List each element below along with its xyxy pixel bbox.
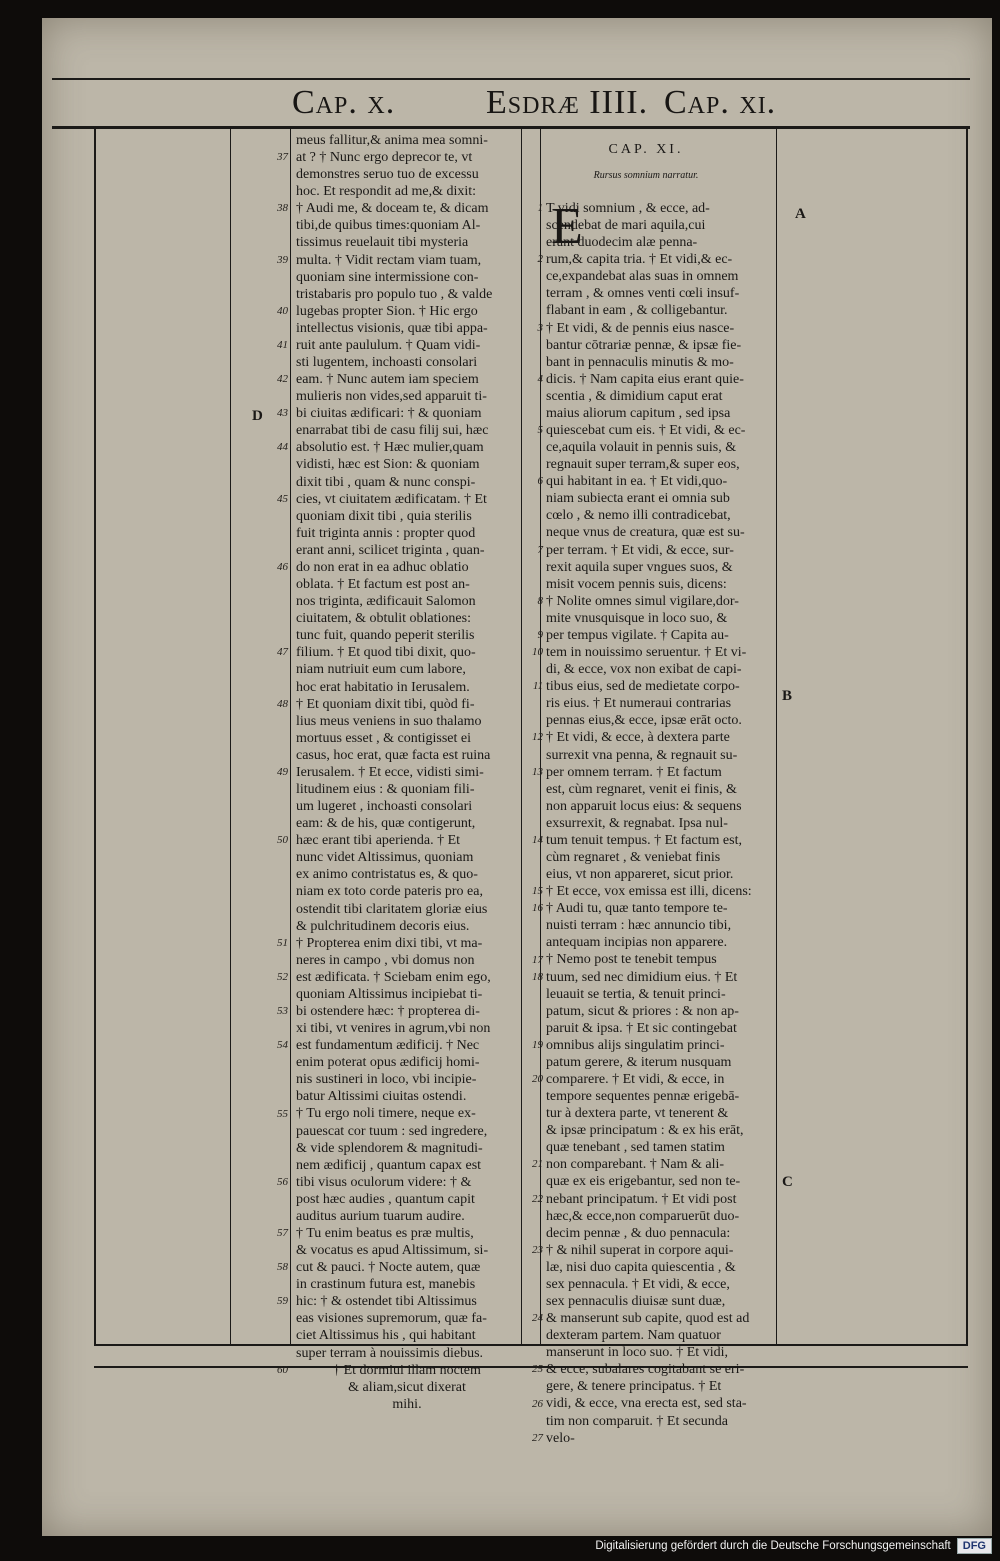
footer-text: Digitalisierung gefördert durch die Deutsche Forschungsgemeinschaft (595, 1540, 951, 1552)
text-line: est, cùm regnaret, venit ei finis, & (546, 781, 737, 797)
verse-number: 54 (277, 1039, 288, 1052)
text-line: Ierusalem. † Et ecce, vidisti simi- (296, 764, 484, 780)
text-line: mulieris non vides,sed apparuit ti- (296, 389, 487, 405)
text-line: erant duodecim alæ penna- (546, 235, 698, 251)
text-line: tum tenuit tempus. † Et factum est, (546, 832, 742, 848)
text-line: intellectus visionis, quæ tibi appa- (296, 320, 488, 336)
text-line: um lugeret , inchoasti consolari (296, 799, 473, 815)
text-line: sex pennaculis diuisæ sunt duæ, (546, 1294, 726, 1309)
text-line: est fundamentum ædificij. † Nec (296, 1038, 480, 1054)
verse-number: 59 (277, 1295, 288, 1308)
text-line: lius meus veniens in suo thalamo (296, 713, 482, 729)
text-line: lugebas propter Sion. † Hic ergo (296, 303, 478, 319)
text-line: neres in campo , vbi domus non (296, 952, 475, 968)
text-line: velo- (546, 1430, 575, 1446)
text-line: est ædificata. † Sciebam enim ego, (296, 969, 491, 985)
verse-number: 18 (532, 970, 543, 983)
text-line: rum,& capita tria. † Et vidi,& ec- (546, 252, 733, 268)
text-line: † Audi tu, quæ tanto tempore te- (546, 901, 728, 917)
text-line: ce,aquila volauit in pennis suis, & (546, 440, 737, 456)
left-text-rule (290, 129, 291, 1345)
text-line: hic: † & ostendet tibi Altissimus (296, 1294, 477, 1310)
verse-number: 6 (537, 475, 543, 488)
inner-left-rule (230, 129, 231, 1345)
text-line: vidisti, hæc est Sion: & quoniam (296, 457, 480, 473)
text-line: † Et ecce, vox emissa est illi, dicens: (546, 884, 752, 900)
text-line: nem ædificij , quantum capax est (296, 1157, 482, 1173)
text-line: surrexit vna penna, & regnauit su- (546, 747, 738, 763)
text-line: multa. † Vidit rectam viam tuam, (296, 252, 482, 268)
text-line: hoc erat habitatio in Ierusalem. (296, 679, 470, 695)
text-line: cœlo , & nemo illi contradicebat, (546, 508, 731, 524)
margin-letter-c: C (782, 1174, 793, 1190)
text-line: eius, vt non appareret, sicut prior. (546, 867, 734, 883)
dfg-logo: DFG (957, 1538, 992, 1554)
text-line: patum gerere, & iterum nusquam (546, 1054, 732, 1070)
verse-number: 49 (277, 765, 288, 778)
text-line: nebant principatum. † Et vidi post (546, 1191, 737, 1207)
text-line: mite vnusquisque in loco suo, & (546, 610, 728, 626)
text-line: erant anni, scilicet triginta , quan- (296, 542, 485, 558)
margin-letter-b: B (782, 688, 793, 704)
text-line: eas visiones supremorum, quæ fa- (296, 1311, 487, 1327)
text-line: quoniam dixit tibi , quia sterilis (296, 508, 472, 524)
text-line: † Nemo post te tenebit tempus (546, 952, 717, 968)
verse-number: 4 (537, 372, 543, 385)
text-line: quiescebat cum eis. † Et vidi, & ec- (546, 423, 746, 439)
verse-number: 58 (277, 1261, 288, 1274)
text-line: hæc erant tibi aperienda. † Et (296, 833, 461, 849)
text-line: T vidi somnium , & ecce, ad- (546, 201, 710, 216)
top-rule (52, 78, 970, 80)
verse-number: 20 (532, 1073, 543, 1086)
text-line: tur à dextera parte, vt tenerent & (546, 1106, 729, 1122)
verse-number: 25 (532, 1363, 543, 1376)
text-line: di, & ecce, vox non exibat de capi- (546, 662, 742, 678)
text-line: sti lugentem, inchoasti consolari (296, 355, 478, 371)
text-line: tristabaris pro populo tuo , & valde (296, 286, 493, 302)
text-line: pauescat cor tuum : sed ingredere, (296, 1123, 488, 1139)
margin-letter-d: D (252, 408, 263, 424)
text-line: comparere. † Et vidi, & ecce, in (546, 1071, 725, 1087)
text-line: tim non comparuit. † Et secunda (546, 1413, 728, 1429)
verse-number: 3 (537, 321, 543, 334)
text-line: & vide splendorem & magnitudi- (296, 1140, 483, 1156)
text-line: mihi. (392, 1396, 422, 1412)
text-line: pennas eius,& ecce, ipsæ erāt octo. (546, 713, 742, 729)
verse-number: 44 (277, 441, 288, 454)
margin-letter-a: A (795, 206, 806, 222)
verse-number: 23 (532, 1243, 543, 1256)
text-line: quæ tenebant , sed tamen statim (546, 1140, 725, 1156)
running-header (52, 82, 972, 124)
text-line: non apparuit locus eius: & sequens (546, 798, 742, 814)
inner-right-rule (776, 129, 777, 1345)
text-line: hæc,& ecce,non comparuerūt duo- (546, 1208, 740, 1224)
text-line: manserunt in loco suo. † Et vidi, (546, 1345, 728, 1361)
text-line: enim poterat opus ædificij homi- (296, 1055, 480, 1071)
text-line: litudinem eius : & quoniam fili- (296, 781, 475, 797)
verse-number: 19 (532, 1038, 543, 1051)
verse-number: 60 (277, 1363, 288, 1376)
verse-number: 52 (277, 970, 288, 983)
text-line: sex pennacula. † Et vidi, & ecce, (546, 1276, 730, 1292)
verse-number: 48 (277, 697, 288, 710)
verse-number: 43 (277, 407, 288, 420)
verse-number: 40 (277, 304, 288, 317)
text-line: quoniam Altissimus incipiebat ti- (296, 986, 483, 1002)
text-line: xi tibi, vt venires in agrum,vbi non (296, 1021, 491, 1037)
bottom-rule (94, 1344, 968, 1346)
text-line: vidi, & ecce, vna erecta est, sed sta- (546, 1396, 747, 1412)
text-line: tunc fuit, quando peperit sterilis (296, 628, 475, 644)
text-line: in crastinum futura est, manebis (296, 1277, 476, 1293)
text-line: paruit & ipsa. † Et sic contingebat (546, 1020, 737, 1036)
text-line: ostendit tibi claritatem gloriæ eius (296, 901, 488, 917)
verse-number: 42 (277, 373, 288, 386)
verse-number: 1 (537, 202, 543, 214)
text-line: bant in pennaculis minutis & mo- (546, 354, 734, 370)
text-line: niam nutriuit eum cum labore, (296, 662, 466, 678)
verse-number: 53 (277, 1005, 288, 1018)
verse-number: 8 (537, 594, 543, 607)
header-rule (52, 126, 970, 129)
text-line: nis sustineri in loco, vbi incipie- (296, 1072, 477, 1088)
text-line: & ipsæ principatum : & ex his erāt, (546, 1123, 744, 1139)
text-line: nos triginta, ædificauit Salomon (296, 594, 476, 610)
left-text-column (296, 132, 518, 1413)
verse-number: 55 (277, 1107, 288, 1120)
text-line: † & nihil superat in corpore aqui- (546, 1242, 734, 1258)
text-line: regnauit super terram,& super eos, (546, 457, 740, 473)
text-line: cùm regnaret , & veniebat finis (546, 849, 721, 865)
text-line: bi ostendere hæc: † propterea di- (296, 1003, 480, 1019)
text-line: cies, vt ciuitatem ædificatam. † Et (296, 491, 487, 507)
text-line: antequam incipias non apparere. (546, 935, 728, 951)
verse-number: 41 (277, 338, 288, 351)
text-line: † Tu ergo noli timere, neque ex- (296, 1106, 476, 1122)
text-line: tibus eius, sed de medietate corpo- (546, 679, 740, 695)
text-line: ex animo contristatus es, & quo- (296, 867, 478, 883)
chapter-heading: CAP. XI. (608, 142, 684, 157)
text-line: † Et dormiui illam noctem (333, 1362, 481, 1378)
text-line: nuisti terram : hæc annuncio tibi, (546, 918, 732, 934)
text-line: ce,expandebat alas suas in omnem (546, 269, 739, 285)
verse-number: 13 (532, 765, 543, 778)
text-line: qui habitant in ea. † Et vidi,quo- (546, 474, 728, 490)
verse-number: 15 (532, 885, 543, 898)
text-line: maius aliorum capitum , sed ipsa (546, 405, 731, 421)
verse-number: 50 (277, 834, 288, 847)
text-line: ciet Altissimus his , qui habitant (296, 1328, 476, 1344)
verse-number: 7 (537, 543, 543, 556)
text-line: rexit aquila super vngues suos, & (546, 559, 733, 575)
text-line: auditus aurium tuarum audire. (296, 1208, 465, 1224)
text-line: dixit tibi , quam & nunc conspi- (296, 474, 476, 490)
verse-number: 27 (532, 1431, 543, 1444)
text-line: per omnem terram. † Et factum (546, 764, 722, 780)
verse-number: 37 (277, 151, 288, 164)
text-line: niam subiecta erant ei omnia sub (546, 491, 730, 507)
text-line: hoc. Et respondit ad me,& dixit: (296, 184, 477, 200)
text-line: ruit ante paululum. † Quam vidi- (296, 337, 481, 353)
text-line: oblata. † Et factum est post an- (296, 577, 470, 593)
text-line: mortuus esset , & contigisset ei (296, 730, 471, 746)
verse-number: 45 (277, 492, 288, 505)
text-line: scendebat de mari aquila,cui (546, 218, 706, 234)
verse-number: 26 (532, 1397, 543, 1410)
verse-number: 57 (277, 1227, 288, 1240)
text-line: per terram. † Et vidi, & ecce, sur- (546, 542, 734, 558)
text-line: post hæc audies , quantum capit (296, 1191, 475, 1207)
text-line: tibi,de quibus times:quoniam Al- (296, 218, 481, 234)
text-line: casus, hoc erat, quæ facta est ruina (296, 747, 491, 763)
text-line: † Et vidi, & de pennis eius nasce- (546, 320, 735, 336)
verse-number: 47 (277, 646, 288, 659)
chapter-rubric: Rursus somnium narratur. (593, 170, 699, 181)
header-left: Cap. x. (292, 84, 396, 121)
text-line: super terram à nouissimis diebus. (296, 1345, 484, 1361)
verse-number: 46 (277, 561, 288, 573)
text-line: batur Altissimi ciuitas ostendi. (296, 1089, 467, 1105)
text-line: læ, nisi duo capita quiescentia , & (546, 1259, 736, 1275)
verse-number: 2 (537, 253, 543, 266)
text-line: eam. † Nunc autem iam speciem (296, 372, 479, 388)
verse-number: 24 (532, 1312, 543, 1325)
right-text-column (546, 200, 772, 1447)
text-line: per tempus vigilate. † Capita au- (546, 627, 729, 643)
text-line: exsurrexit, & regnabat. Ipsa nul- (546, 815, 728, 831)
verse-number: 56 (277, 1175, 288, 1188)
text-line: omnibus alijs singulatim princi- (546, 1037, 725, 1053)
text-line: & ecce, subalares cogitabant se eri- (546, 1362, 745, 1378)
frame-left-rule (94, 129, 96, 1345)
frame-right-rule (966, 129, 968, 1345)
verse-number: 16 (532, 902, 543, 915)
text-line: terram , & omnes venti cœli insuf- (546, 286, 740, 302)
text-line: do non erat in ea adhuc oblatio (296, 559, 469, 575)
text-line: enarrabat tibi de casu filij sui, hæc (296, 423, 489, 439)
text-line: flabant in eam , & colligebantur. (546, 303, 728, 319)
text-line: & manserunt sub capite, quod est ad (546, 1311, 750, 1327)
text-line: eam: & de his, quæ contigerunt, (296, 816, 476, 832)
text-line: gere, & tenere principatus. † Et (546, 1379, 722, 1395)
verse-number: 22 (532, 1192, 543, 1205)
verse-number: 38 (277, 202, 288, 215)
text-line: tem in nouissimo seruentur. † Et vi- (546, 645, 747, 661)
text-line: absolutio est. † Hæc mulier,quam (296, 440, 484, 456)
text-line: † Tu enim beatus es præ multis, (296, 1226, 474, 1241)
text-line: meus fallitur,& anima mea somni- (296, 133, 488, 148)
text-line: tissimus reuelauit tibi mysteria (296, 235, 469, 251)
verse-number: 11 (532, 680, 543, 693)
verse-number: 12 (532, 731, 543, 744)
text-line: at ? † Nunc ergo deprecor te, vt (296, 150, 473, 166)
text-line: † Propterea enim dixi tibi, vt ma- (296, 935, 483, 951)
text-line: neque vnus de creatura, quæ est su- (546, 525, 745, 541)
text-line: tempore sequentes pennæ erigebā- (546, 1089, 740, 1105)
verse-number: 14 (532, 833, 543, 846)
text-line: niam ex toto corde pateris pro ea, (296, 884, 483, 900)
text-line: bi ciuitas ædificari: † & quoniam (296, 406, 482, 422)
text-line: filium. † Et quod tibi dixit, quo- (296, 645, 476, 661)
text-line: nunc videt Altissimus, quoniam (296, 850, 474, 866)
digitization-footer (595, 1535, 992, 1557)
text-line: fuit triginta annis : propter quod (296, 525, 476, 541)
text-line: † Et quoniam dixit tibi, quòd fi- (296, 696, 475, 712)
text-line: misit vocem pennis suis, dicens: (546, 576, 727, 592)
verse-number: 21 (532, 1158, 543, 1171)
text-line: quoniam sine intermissione con- (296, 269, 479, 285)
header-center: Esdræ IIII. (486, 84, 649, 121)
verse-number: 9 (537, 629, 543, 641)
text-line: leuauit se tertia, & tenuit princi- (546, 986, 726, 1002)
text-line: dexteram partem. Nam quatuor (546, 1328, 721, 1344)
text-line: tibi visus oculorum videre: † & (296, 1174, 472, 1190)
verse-number: 10 (532, 646, 543, 659)
text-line: quæ ex eis erigebantur, sed non te- (546, 1174, 741, 1190)
text-line: decim pennæ , & duo pennacula: (546, 1225, 731, 1241)
text-line: & aliam,sicut dixerat (348, 1379, 466, 1395)
text-line: & vocatus es apud Altissimum, si- (296, 1243, 489, 1259)
text-line: dicis. † Nam capita eius erant quie- (546, 371, 744, 387)
verse-number: 5 (537, 424, 543, 437)
text-line: cut & pauci. † Nocte autem, quæ (296, 1260, 481, 1276)
verse-number: 51 (277, 936, 288, 949)
header-right: Cap. xi. (664, 84, 777, 121)
text-line: † Audi me, & doceam te, & dicam (296, 201, 489, 217)
text-line: scentia , & dimidium caput erat (546, 388, 723, 404)
text-line: patum, sicut & priores : & non ap- (546, 1003, 739, 1019)
text-line: † Et vidi, & ecce, à dextera parte (546, 730, 730, 746)
text-line: ris eius. † Et numeraui contrarias (546, 696, 732, 712)
text-line: † Nolite omnes simul vigilare,dor- (546, 593, 739, 609)
text-line: demonstres seruo tuo de excessu (296, 167, 479, 183)
drop-capital: E (551, 198, 583, 255)
text-line: non comparebant. † Nam & ali- (546, 1157, 725, 1173)
text-line: bantur cōtrariæ pennæ, & ipsæ fie- (546, 337, 742, 353)
text-line: tuum, sed nec dimidium eius. † Et (546, 969, 738, 985)
text-line: ciuitatem, & obtulit oblationes: (296, 611, 471, 627)
verse-number: 39 (277, 253, 288, 266)
text-line: & pulchritudinem decoris eius. (296, 918, 470, 934)
verse-number: 17 (532, 953, 543, 966)
